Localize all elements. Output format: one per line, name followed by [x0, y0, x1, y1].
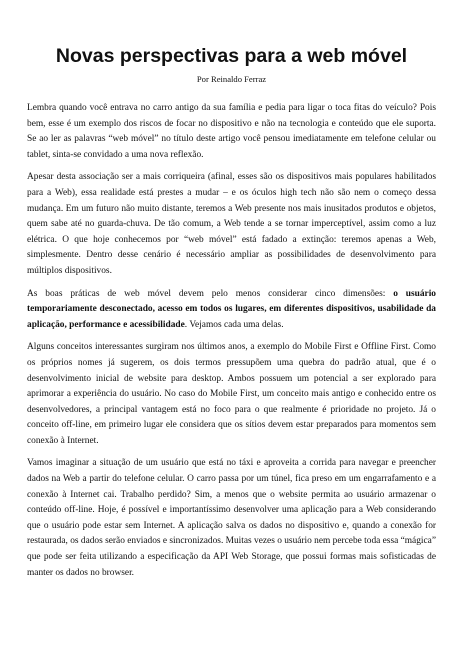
paragraph-3 [27, 287, 436, 334]
article-body [27, 101, 436, 581]
paragraph-1: Lembra quando você entrava no carro antigo da sua família e pedia para ligar o toca fitas do veículo? Pois bem, esse é um exemplo dos riscos de focar no dispositivo e não na tecnologia e conteúdo que ele suporta. Se ao ler as palavras “web móvel” no título deste artigo você pensou imediatamente em telefone celular ou tablet, sinta-se convidado a uma nova reflexão. [27, 103, 436, 160]
paragraph-2: Apesar desta associação ser a mais corriqueira (afinal, esses são os dispositivos mais populares habilitados para a Web), essa realidade está prestes a mudar – e os óculos high tech não são nem o começo dessa mudança. Em um futuro não muito distante, teremos a Web presente nos mais inusitados produtos e objetos, quem sabe até no guarda-chuva. De tão comum, a Web tende a se tornar imperceptível, assim como a luz elétrica. O que hoje conhecemos por “web móvel” está fadado a extinção: teremos apenas a Web, simplesmente. Dentro desse cenário é necessário ampliar as possibilidades de desenvolvimento para múltiplos dispositivos. [27, 172, 436, 276]
article-byline: Por Reinaldo Ferraz [196, 74, 267, 84]
paragraph-5: Vamos imaginar a situação de um usuário que está no táxi e aproveita a corrida para navegar e preencher dados na Web a partir do telefone celular. O carro passa por um túnel, fica preso em um engarrafamento e a conexão à Internet cai. Trabalho perdido? Sim, a menos que o website permita ao usuário armazenar o conteúdo off-line. Hoje, é possível e importantíssimo desenvolver uma aplicação para a Web considerando que o usuário pode estar sem Internet. A aplicação salva os dados no dispositivo e, quando a conexão for restaurada, os dados serão enviados e sincronizados. Muitas vezes o usuário nem percebe toda essa “mágica” que pode ser feita utilizando a especificação da API Web Storage, que possui formas mais sofisticadas de manter os dados no browser. [27, 458, 436, 578]
article-title: Novas perspectivas para a web móvel [55, 45, 408, 67]
paragraph-3-emphasis: o usuário temporariamente desconectado, acesso em todos os lugares, em diferentes dispositivos, usabilidade da aplicação, performance e acessibilidade [27, 288, 436, 330]
paragraph-3-tail: . Vejamos cada uma delas. [184, 319, 284, 330]
paragraph-3-lead: As boas práticas de web móvel devem pelo menos considerar cinco dimensões: [27, 288, 394, 299]
paragraph-4: Alguns conceitos interessantes surgiram nos últimos anos, a exemplo do Mobile First e Offline First. Como os próprios nomes já sugerem, os dois termos pressupõem uma quebra do padrão atual, que é o desenvolvimento inicial de website para desktop. Ambos possuem um potencial a ser explorado para aprimorar a experiência do usuário. No caso do Mobile First, um conceito mais antigo e conhecido entre os desenvolvedores, a principal vantagem está no foco para o que realmente é prioridade no projeto. Já o conceito off-line, em primeiro lugar ele considera que os sítios devem estar preparados para momentos sem conexão à Internet. [27, 342, 436, 446]
